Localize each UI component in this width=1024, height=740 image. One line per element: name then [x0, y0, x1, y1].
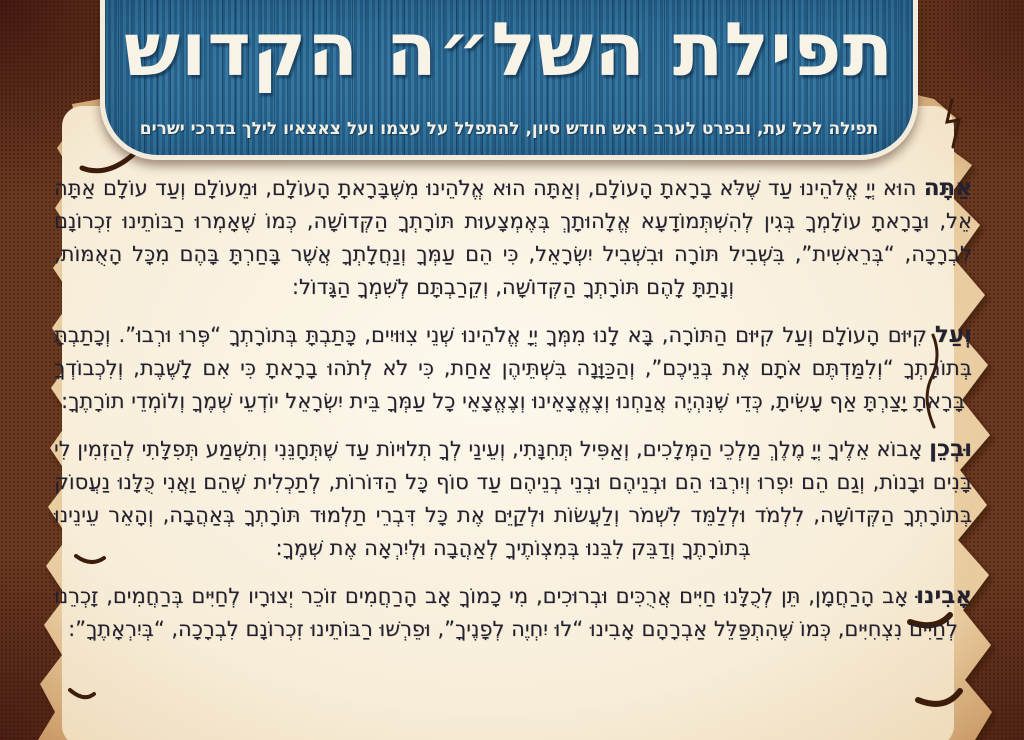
page-subtitle: תפילה לכל עת, ובפרט לערב ראש חודש סיון, להתפלל על עצמו ועל צאצאיו לילך בדרכי ישרים — [139, 119, 879, 139]
prayer-paragraph — [54, 172, 972, 304]
prayer-text — [54, 172, 972, 661]
header-banner — [100, 0, 918, 160]
paragraph-lead-word: אָבִינוּ — [916, 583, 972, 609]
paragraph-body-text: אָבוֹא אֵלֶיךָ יְיָ מֶלֶךְ מַלְכֵי הַמְּלָכִים, וְאַפִּיל תְּחִנָּתִי, וְעֵינַי לְךָ תְלוּיוֹת עַד שֶׁתְּחָנֵּנִי וְתִשְׁמַע תְּפִלָּתִי לְהַזְמִין לִי בָּנִים וּבָנוֹת, וְגַם הֵם יִפְרוּ וְיִרְבּוּ הֵם וּבְנֵיהֶם וּבְנֵי בְנֵיהֶם עַד סוֹף כָּל הַדּוֹרוֹת, לְתַכְלִית שֶׁהֵם וַאֲנִי כֻּלָּנוּ נַעֲסוֹק בְּתוֹרָתְךָ הַקְּדוֹשָׁה, לִלְמֹד וּלְלַמֵּד לִשְׁמֹר וְלַעֲשׂוֹת וּלְקַיֵּם אֶת כָּל דִּבְרֵי תַלְמוּד תּוֹרָתְךָ בְּאַהֲבָה, וְהָאֵר עֵינֵינוּ בְּתוֹרָתֶךָ וְדַבֵּק לִבֵּנוּ בְּמִצְוֹתֶיךָ לְאַהֲבָה וּלְיִרְאָה אֶת שְׁמֶךָ: — [54, 437, 972, 560]
paragraph-lead-word: וְעַל — [934, 322, 972, 348]
paragraph-body-text: קִיּוּם הָעוֹלָם וְעַל קִיּוּם הַתּוֹרָה, בָּא לָנוּ מִמְּךָ יְיָ אֱלֹהֵינוּ שְׁנֵי צִוּוּיִים, כָּתַבְתָּ בְּתוֹרָתְךָ “פְּרוּ וּרְבוּ”. וְכָתַבְתָּ בְּתוֹרָתְךָ “וְלִמַּדְתֶּם אֹתָם אֶת בְּנֵיכֶם”, וְהַכַּוָּנָה בִּשְׁתֵּיהֶן אַחַת, כִּי לֹא לְתֹהוּ בָרָאתָ כִּי אִם לָשֶׁבֶת, וְלִכְבוֹדְךָ בָּרָאתָ יָצַרְתָּ אַף עָשִׂיתָ, כְּדֵי שֶׁנִּהְיֶה אֲנַחְנוּ וְצֶאֱצָאֵינוּ וְצֶאֱצָאֵי כָל עַמְּךָ בֵּית יִשְׂרָאֵל יוֹדְעֵי שְׁמֶךָ וְלוֹמְדֵי תוֹרָתֶךָ: — [54, 323, 972, 413]
prayer-paragraph — [54, 319, 972, 418]
prayer-paragraph — [54, 433, 972, 565]
page-title: תפילת השל״ה הקדוש — [123, 7, 895, 93]
paragraph-body-text: אָב הָרַחֲמָן, תֵּן לְכֻלָּנוּ חַיִּים אֲרֻכִּים וּבְרוּכִים, מִי כָמוֹךָ אָב הָרַחֲמִים זוֹכֵר יְצוּרָיו לְחַיִּים בְּרַחֲמִים, זָכְרֵנוּ לְחַיִּים נִצְחִיִּים, כְּמוֹ שֶׁהִתְפַּלֵּל אַבְרָהָם אָבִינוּ “לוּ יִחְיֶה לְפָנֶיךָ”, וּפֵרְשׁוּ רַבּוֹתֵינוּ זִכְרוֹנָם לִבְרָכָה, “בְּיִרְאָתֶךָ”: — [54, 584, 958, 641]
paragraph-body-text: הוּא יְיָ אֱלֹהֵינוּ עַד שֶׁלֹּא בָרָאתָ הָעוֹלָם, וְאַתָּה הוּא אֱלֹהֵינוּ מִשֶּׁבָּרָאתָ הָעוֹלָם, וּמֵעוֹלָם וְעַד עוֹלָם אַתָּה אֵל, וּבָרָאתָ עוֹלָמְךָ בְּגִין לְהִשְׁתְּמוֹדָעָא אֱלָהוּתָךְ בְּאֶמְצָעוּת תּוֹרָתְךָ הַקְּדוֹשָׁה, כְּמוֹ שֶׁאָמְרוּ רַבּוֹתֵינוּ זִכְרוֹנָם לִבְרָכָה, “בְּרֵאשִׁית”, בִּשְׁבִיל תּוֹרָה וּבִשְׁבִיל יִשְׂרָאֵל, כִּי הֵם עַמְּךָ וְנַחֲלָתְךָ אֲשֶׁר בָּחַרְתָּ בָּהֶם מִכָּל הָאֻמּוֹת, וְנָתַתָּ לָהֶם תּוֹרָתְךָ הַקְּדוֹשָׁה, וְקֵרַבְתָּם לְשִׁמְךָ הַגָּדוֹל: — [54, 176, 972, 299]
paragraph-lead-word: אַתָּה — [923, 175, 972, 201]
prayer-paragraph — [54, 580, 972, 646]
paragraph-lead-word: וּבְכֵן — [929, 436, 972, 462]
